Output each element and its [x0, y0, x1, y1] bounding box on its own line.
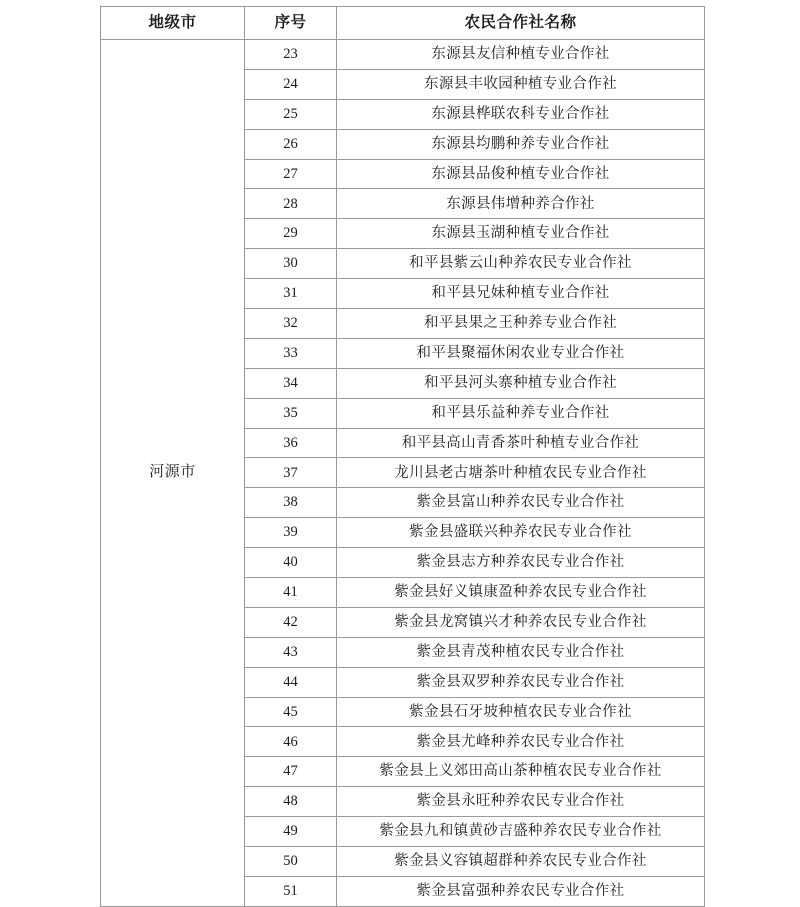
row-index-cell: 24	[245, 69, 337, 99]
cooperative-name-cell: 紫金县尤峰种养农民专业合作社	[337, 727, 705, 757]
cooperative-name-cell: 和平县高山青香茶叶种植专业合作社	[337, 428, 705, 458]
cooperative-name-cell: 东源县桦联农科专业合作社	[337, 99, 705, 129]
row-index-cell: 45	[245, 697, 337, 727]
header-row	[101, 7, 705, 40]
cooperative-name-cell: 紫金县志方种养农民专业合作社	[337, 548, 705, 578]
row-index-cell: 33	[245, 338, 337, 368]
row-index-cell: 23	[245, 40, 337, 70]
cooperative-name-cell: 紫金县好义镇康盈种养农民专业合作社	[337, 578, 705, 608]
row-index-cell: 35	[245, 398, 337, 428]
cooperative-name-cell: 紫金县龙窝镇兴才种养农民专业合作社	[337, 607, 705, 637]
row-index-cell: 46	[245, 727, 337, 757]
row-index-cell: 38	[245, 488, 337, 518]
cooperative-name-cell: 和平县紫云山种养农民专业合作社	[337, 249, 705, 279]
cooperative-name-cell: 东源县玉湖种植专业合作社	[337, 219, 705, 249]
row-index-cell: 51	[245, 876, 337, 906]
row-index-cell: 50	[245, 847, 337, 877]
cooperative-name-cell: 和平县果之王种养专业合作社	[337, 309, 705, 339]
row-index-cell: 36	[245, 428, 337, 458]
cooperative-name-cell: 紫金县上义郊田高山茶种植农民专业合作社	[337, 757, 705, 787]
row-index-cell: 31	[245, 279, 337, 309]
cooperative-name-cell: 紫金县石牙坡种植农民专业合作社	[337, 697, 705, 727]
row-index-cell: 41	[245, 578, 337, 608]
cooperative-name-cell: 和平县聚福休闲农业专业合作社	[337, 338, 705, 368]
cooperative-name-cell: 龙川县老古塘茶叶种植农民专业合作社	[337, 458, 705, 488]
cooperative-name-cell: 紫金县九和镇黄砂吉盛种养农民专业合作社	[337, 817, 705, 847]
cooperative-name-cell: 东源县友信种植专业合作社	[337, 40, 705, 70]
cooperatives-table	[100, 6, 705, 907]
column-header-index: 序号	[245, 7, 337, 40]
row-index-cell: 29	[245, 219, 337, 249]
row-index-cell: 43	[245, 637, 337, 667]
table-row	[101, 40, 705, 70]
cooperative-name-cell: 紫金县永旺种养农民专业合作社	[337, 787, 705, 817]
cooperative-name-cell: 紫金县盛联兴种养农民专业合作社	[337, 518, 705, 548]
row-index-cell: 40	[245, 548, 337, 578]
cooperative-name-cell: 紫金县青茂种植农民专业合作社	[337, 637, 705, 667]
row-index-cell: 48	[245, 787, 337, 817]
table-header	[101, 7, 705, 40]
cooperative-name-cell: 东源县均鹏种养专业合作社	[337, 129, 705, 159]
cooperative-name-cell: 和平县兄妹种植专业合作社	[337, 279, 705, 309]
row-index-cell: 26	[245, 129, 337, 159]
city-group-cell: 河源市	[101, 40, 245, 907]
row-index-cell: 44	[245, 667, 337, 697]
row-index-cell: 25	[245, 99, 337, 129]
cooperative-name-cell: 紫金县富强种养农民专业合作社	[337, 876, 705, 906]
column-header-city: 地级市	[101, 7, 245, 40]
row-index-cell: 27	[245, 159, 337, 189]
row-index-cell: 32	[245, 309, 337, 339]
table-body	[101, 40, 705, 907]
row-index-cell: 39	[245, 518, 337, 548]
cooperative-name-cell: 和平县河头寨种植专业合作社	[337, 368, 705, 398]
cooperative-name-cell: 东源县品俊种植专业合作社	[337, 159, 705, 189]
cooperative-name-cell: 和平县乐益种养专业合作社	[337, 398, 705, 428]
row-index-cell: 49	[245, 817, 337, 847]
row-index-cell: 34	[245, 368, 337, 398]
column-header-name: 农民合作社名称	[337, 7, 705, 40]
row-index-cell: 42	[245, 607, 337, 637]
cooperative-name-cell: 紫金县义容镇超群种养农民专业合作社	[337, 847, 705, 877]
cooperative-name-cell: 紫金县富山种养农民专业合作社	[337, 488, 705, 518]
row-index-cell: 30	[245, 249, 337, 279]
row-index-cell: 37	[245, 458, 337, 488]
row-index-cell: 47	[245, 757, 337, 787]
table-container	[100, 6, 704, 907]
cooperative-name-cell: 东源县伟增种养合作社	[337, 189, 705, 219]
cooperative-name-cell: 紫金县双罗种养农民专业合作社	[337, 667, 705, 697]
row-index-cell: 28	[245, 189, 337, 219]
cooperative-name-cell: 东源县丰收园种植专业合作社	[337, 69, 705, 99]
